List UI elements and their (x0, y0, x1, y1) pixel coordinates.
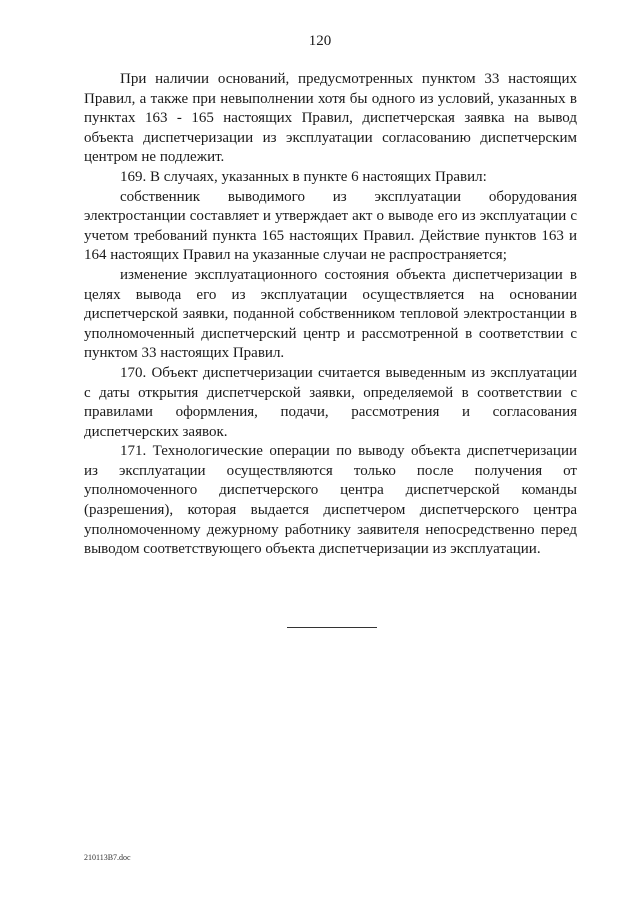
page-number: 120 (308, 33, 332, 49)
paragraph-169: 169. В случаях, указанных в пункте 6 настоящих Правил: (120, 168, 487, 185)
document-body (84, 70, 577, 560)
document-code: 210113B7.doc (84, 853, 131, 862)
paragraph-171: 171. Технологические операции по выводу объекта диспетчеризации из эксплуатации осуществляются только после получения от уполномоченного диспетчерского центра диспетчерской команды (разрешения), которая выдается диспетчером диспетчерского центра уполномоченному дежурному работнику заявителя непосредственно перед выводом соответствующего объекта диспетчеризации из эксплуатации. (84, 443, 577, 558)
paragraph-grounds: При наличии оснований, предусмотренных пунктом 33 настоящих Правил, а также при невыполнении хотя бы одного из условий, указанных в пунктах 163 - 165 настоящих Правил, диспетчерская заявка на вывод объекта диспетчеризации из эксплуатации согласованию диспетчерским центром не подлежит. (84, 71, 577, 166)
paragraph-169-owner: собственник выводимого из эксплуатации оборудования электростанции составляет и утверждает акт о выводе его из эксплуатации с учетом требований пункта 165 настоящих Правил. Действие пунктов 163 и 164 настоящих Правил на указанные случаи не распространяется; (84, 188, 577, 264)
paragraph-169-state-change: изменение эксплуатационного состояния объекта диспетчеризации в целях вывода его из эксплуатации осуществляется на основании диспетчерской заявки, поданной собственником тепловой электростанции в уполномоченный диспетчерский центр и рассмотренной в соответствии с пунктом 33 настоящих Правил. (84, 266, 577, 362)
paragraph-170: 170. Объект диспетчеризации считается выведенным из эксплуатации с даты открытия диспетчерской заявки, определяемой в соответствии с правилами оформления, подачи, рассмотрения и согласования диспетчерских заявок. (84, 364, 577, 440)
end-divider (287, 627, 377, 628)
